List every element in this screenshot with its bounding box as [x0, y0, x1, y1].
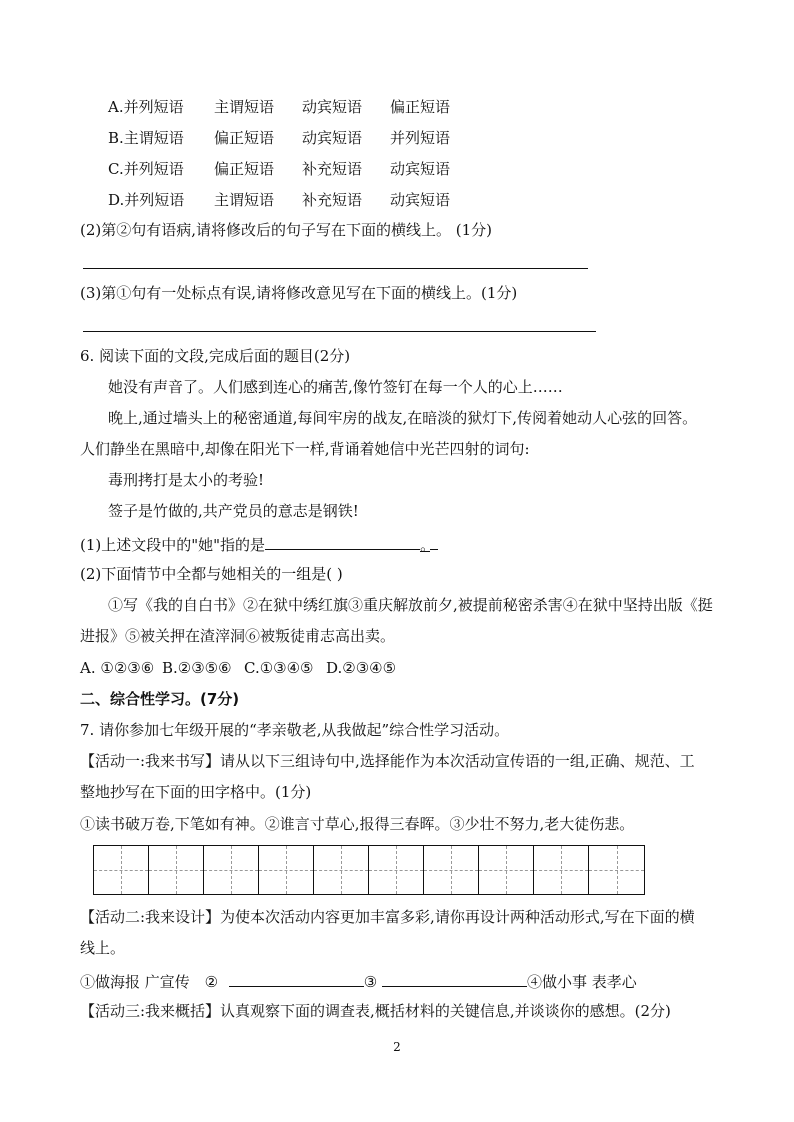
activity-2-line-2: 线上。 [80, 939, 126, 957]
option-item: 主谓短语 [214, 98, 275, 116]
option-item: 动宾短语 [302, 129, 363, 147]
option-letter: B. [108, 129, 124, 147]
plot-list-line-2: 进报》⑤被关押在渣滓洞⑥被叛徒甫志高出卖。 [80, 627, 396, 645]
activity-1-line-1: 【活动一:我来书写】请从以下三组诗句中,选择能作为本次活动宣传语的一组,正确、规范、工 [80, 752, 695, 770]
choice-b[interactable]: B.②③⑤⑥ [162, 659, 232, 677]
option-first-cell [108, 190, 214, 210]
option-item: 并列短语 [123, 160, 184, 178]
option-first-cell [108, 128, 214, 148]
question-6-1 [80, 533, 438, 555]
activity-2-line-1: 【活动二:我来设计】为使本次活动内容更加丰富多彩,请你再设计两种活动形式,写在下面的横 [80, 908, 695, 926]
passage-paragraph-2b: 人们静坐在黑暗中,却像在阳光下一样,背诵着她信中光芒四射的词句: [80, 440, 530, 458]
grid-cell[interactable] [424, 846, 479, 894]
page-number: 2 [393, 1040, 401, 1054]
form-3-label: ③ [363, 973, 378, 991]
question-5-2: (2)第②句有语病,请将修改后的句子写在下面的横线上。 (1分) [80, 221, 493, 239]
grid-cell[interactable] [534, 846, 589, 894]
option-item: 动宾短语 [302, 98, 363, 116]
passage-paragraph-1: 她没有声音了。人们感到连心的痛苦,像竹签钉在每一个人的心上…… [108, 378, 563, 396]
answer-blank-6-1[interactable] [265, 533, 420, 550]
grid-cell[interactable] [479, 846, 534, 894]
option-item: 并列短语 [124, 191, 185, 209]
grid-cell[interactable] [94, 846, 149, 894]
option-item: 偏正短语 [390, 98, 451, 116]
activity-1-line-2: 整地抄写在下面的田字格中。(1分) [80, 783, 312, 801]
answer-line-5-2[interactable] [83, 268, 588, 269]
option-item: 偏正短语 [214, 160, 275, 178]
activity-forms [80, 970, 637, 992]
option-item: 主谓短语 [123, 129, 184, 147]
poem-options: ①读书破万卷,下笔如有神。②谁言寸草心,报得三春晖。③少壮不努力,老大徒伤悲。 [80, 815, 635, 833]
section-heading: 二、综合性学习。(7分) [80, 690, 240, 708]
choice-a[interactable]: A. ①②③⑥ [80, 659, 155, 677]
form-1: ①做海报 广宣传 [80, 973, 190, 991]
option-item: 主谓短语 [214, 191, 275, 209]
passage-paragraph-4: 签子是竹做的,共产党员的意志是钢铁! [108, 502, 359, 520]
option-letter: D. [108, 191, 125, 209]
option-row[interactable] [108, 159, 478, 179]
option-item: 补充短语 [302, 160, 363, 178]
grid-cell[interactable] [314, 846, 369, 894]
question-6-2-choices [80, 658, 396, 678]
question-6-title: 6. 阅读下面的文段,完成后面的题目(2分) [80, 347, 351, 365]
option-item: 动宾短语 [390, 160, 451, 178]
option-item: 补充短语 [302, 191, 363, 209]
question-5-3: (3)第①句有一处标点有误,请将修改意见写在下面的横线上。(1分) [80, 284, 518, 302]
activity-3: 【活动三:我来概括】认真观察下面的调查表,概括材料的关键信息,并谈谈你的感想。(2分) [80, 1002, 671, 1020]
form-4: ④做小事 表孝心 [527, 973, 637, 991]
option-item: 并列短语 [390, 129, 451, 147]
passage-paragraph-2a: 晚上,通过墙头上的秘密通道,每间牢房的战友,在暗淡的狱灯下,传阅着她动人心弦的回答。 [108, 409, 698, 427]
tian-zi-grid[interactable] [93, 845, 645, 895]
grid-cell[interactable] [204, 846, 259, 894]
choice-d[interactable]: D.②③④⑤ [326, 659, 397, 677]
form-3-blank[interactable] [382, 970, 527, 987]
option-first-cell [108, 97, 214, 117]
question-6-1-suffix: 。 [420, 536, 436, 554]
form-2-blank[interactable] [229, 970, 364, 987]
option-row[interactable] [108, 128, 478, 148]
answer-line-5-3[interactable] [83, 331, 596, 332]
plot-list-line-1: ①写《我的自白书》②在狱中绣红旗③重庆解放前夕,被提前秘密杀害④在狱中坚持出版《挺 [108, 596, 713, 614]
option-row[interactable] [108, 97, 478, 117]
grid-cell[interactable] [369, 846, 424, 894]
option-item: 并列短语 [123, 98, 184, 116]
question-7-intro: 7. 请你参加七年级开展的“孝亲敬老,从我做起”综合性学习活动。 [80, 721, 510, 739]
option-item: 偏正短语 [214, 129, 275, 147]
option-first-cell [108, 159, 214, 179]
question-6-1-prefix: (1)上述文段中的"她"指的是 [80, 536, 266, 554]
option-letter: C. [108, 160, 124, 178]
grid-cell[interactable] [589, 846, 644, 894]
choice-c[interactable]: C.①③④⑤ [244, 659, 314, 677]
option-row[interactable] [108, 190, 478, 210]
grid-cell[interactable] [149, 846, 204, 894]
form-2-label: ② [204, 973, 219, 991]
option-letter: A. [108, 98, 124, 116]
option-item: 动宾短语 [390, 191, 451, 209]
question-6-2: (2)下面情节中全都与她相关的一组是( ) [80, 565, 343, 583]
passage-paragraph-3: 毒刑拷打是太小的考验! [108, 471, 265, 489]
grid-cell[interactable] [259, 846, 314, 894]
